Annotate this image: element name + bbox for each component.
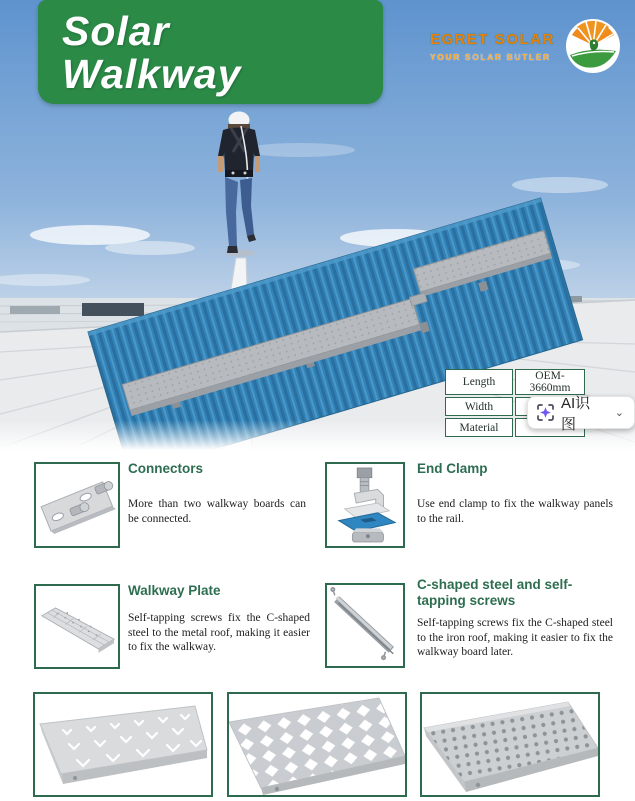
chevron-down-icon[interactable]: ⌄: [614, 407, 624, 419]
gallery-photo-chevron-plate: [33, 692, 213, 797]
spec-label: Width: [445, 397, 513, 416]
spec-label: Material: [445, 418, 513, 437]
feature-title-connectors: Connectors: [128, 461, 204, 476]
brand-logo: [430, 16, 625, 76]
title-line-1: Solar: [62, 8, 170, 54]
feature-desc-c-steel: Self-tapping screws fix the C-shaped steel to the iron roof, making it easier to fix the walkway board later.: [417, 617, 613, 658]
spec-label: Length: [445, 369, 513, 395]
end-clamp-image: [325, 462, 405, 548]
connectors-image: [34, 462, 120, 548]
feature-title-c-steel: C-shaped steel and self-tapping screws: [417, 577, 573, 608]
feature-title-end-clamp: End Clamp: [417, 461, 488, 476]
feature-desc-connectors: More than two walkway boards can be connected.: [128, 498, 306, 525]
title-banner: [38, 0, 383, 104]
feature-desc-walkway-plate: Self-tapping screws fix the C-shaped steel to the metal roof, making it easier to fix the walkway.: [128, 612, 310, 653]
feature-desc-end-clamp: Use end clamp to fix the walkway panels to the rail.: [417, 498, 613, 525]
brand-name: EGRET SOLAR: [430, 30, 555, 48]
gallery-photo-round-hole-plate: [420, 692, 600, 797]
title-line-2: Walkway: [62, 51, 242, 97]
ai-recognize-button[interactable]: [527, 394, 635, 433]
ai-scan-icon: [536, 403, 555, 422]
feature-title-walkway-plate: Walkway Plate: [128, 583, 221, 598]
egret-sun-leaf-logo-icon: [564, 17, 622, 75]
page-title: [62, 10, 383, 96]
brand-tagline: YOUR SOLAR BUTLER: [430, 51, 551, 62]
c-steel-image: [325, 583, 405, 668]
walkway-plate-image: [34, 584, 120, 669]
gallery-photo-diamond-plate: [227, 692, 407, 797]
spec-value: OEM-3660mm: [515, 369, 585, 395]
ai-button-label: AI识图: [561, 394, 591, 433]
